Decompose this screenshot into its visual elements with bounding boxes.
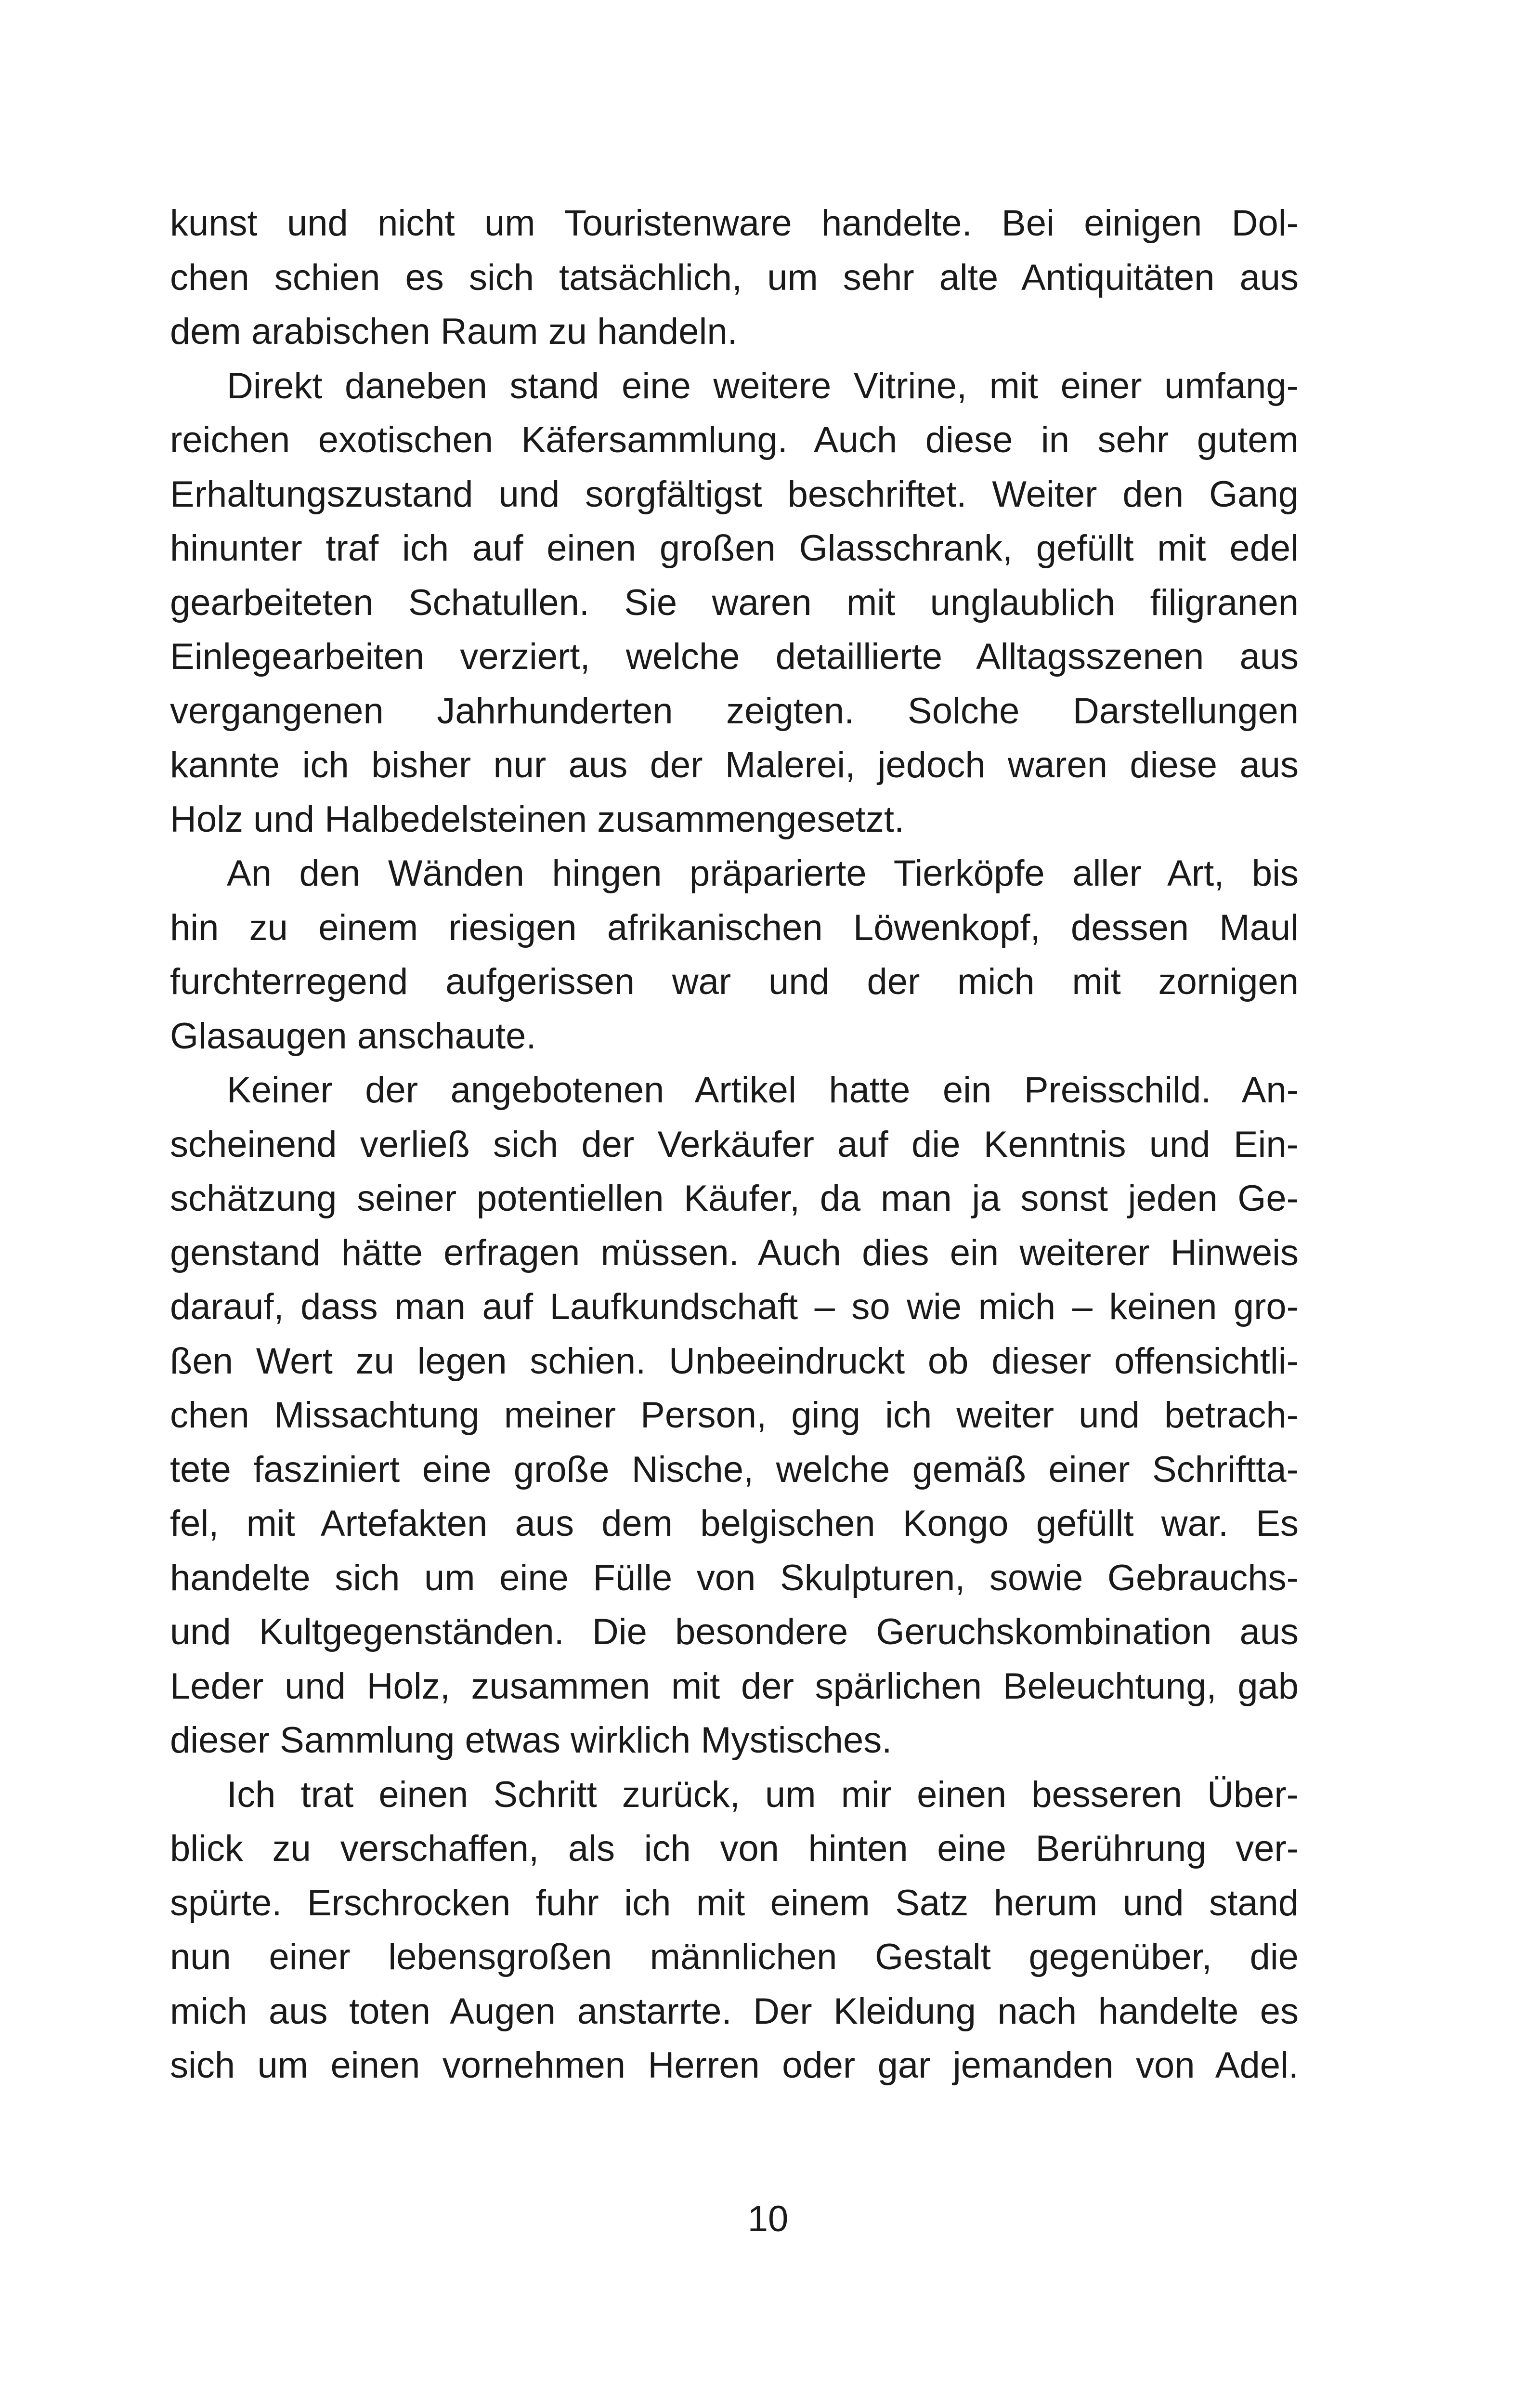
text-line: darauf, dass man auf Laufkundschaft – so wie mich – keinen gro- [170,1286,1299,1327]
text-line: vergangenen Jahrhunderten zeigten. Solche Darstellungen [170,690,1299,732]
text-line: mich aus toten Augen anstarrte. Der Kleidung nach handelte es [170,1990,1299,2032]
text-line: hinunter traf ich auf einen großen Glasschrank, gefüllt mit edel [170,528,1299,569]
text-line: Einlegearbeiten verziert, welche detaillierte Alltagsszenen aus [170,636,1299,677]
text-line: tete fasziniert eine große Nische, welche gemäß einer Schriftta- [170,1449,1299,1490]
text-line: Keiner der angebotenen Artikel hatte ein Preisschild. An- [227,1070,1299,1111]
text-line: ßen Wert zu legen schien. Unbeeindruckt ob dieser offensichtli- [170,1340,1299,1382]
text-line: scheinend verließ sich der Verkäufer auf die Kenntnis und Ein- [170,1124,1299,1165]
text-line: blick zu verschaffen, als ich von hinten eine Berührung ver- [170,1828,1299,1869]
text-line: genstand hätte erfragen müssen. Auch dies ein weiterer Hinweis [170,1232,1299,1273]
text-line: dem arabischen Raum zu handeln. [170,311,738,352]
text-line: hin zu einem riesigen afrikanischen Löwenkopf, dessen Maul [170,907,1299,948]
text-line: reichen exotischen Käfersammlung. Auch diese in sehr gutem [170,419,1299,460]
text-line: schätzung seiner potentiellen Käufer, da man ja sonst jeden Ge- [170,1178,1299,1219]
text-line: Erhaltungszustand und sorgfältigst beschriftet. Weiter den Gang [170,473,1299,515]
text-line: kannte ich bisher nur aus der Malerei, jedoch waren diese aus [170,745,1299,785]
text-line: An den Wänden hingen präparierte Tierköpfe aller Art, bis [227,853,1299,894]
text-line: dieser Sammlung etwas wirklich Mystisches. [170,1720,892,1761]
text-line: spürte. Erschrocken fuhr ich mit einem Satz herum und stand [170,1882,1299,1924]
text-line: chen Missachtung meiner Person, ging ich weiter und betrach- [170,1395,1299,1436]
text-line: Holz und Halbedelsteinen zusammengesetzt. [170,798,905,840]
text-line: chen schien es sich tatsächlich, um sehr alte Antiquitäten aus [170,257,1299,298]
text-line: nun einer lebensgroßen männlichen Gestalt gegenüber, die [170,1937,1299,1977]
body-text [170,196,1299,2093]
text-line: sich um einen vornehmen Herren oder gar jemanden von Adel. [170,2045,1299,2086]
text-line: fel, mit Artefakten aus dem belgischen Kongo gefüllt war. Es [170,1503,1299,1544]
text-line: Ich trat einen Schritt zurück, um mir einen besseren Über- [227,1774,1299,1815]
text-line: Glasaugen anschaute. [170,1015,536,1057]
text-line: und Kultgegenständen. Die besondere Geruchskombination aus [170,1611,1299,1652]
text-line: gearbeiteten Schatullen. Sie waren mit unglaublich filigranen [170,582,1299,623]
text-line: Leder und Holz, zusammen mit der spärlichen Beleuchtung, gab [170,1665,1299,1707]
text-line: Direkt daneben stand eine weitere Vitrine, mit einer umfang- [227,365,1299,406]
text-line: kunst und nicht um Touristenware handelte. Bei einigen Dol- [170,203,1299,244]
text-line: furchterregend aufgerissen war und der mich mit zornigen [170,961,1299,1002]
page-number: 10 [747,2199,789,2239]
text-line: handelte sich um eine Fülle von Skulpturen, sowie Gebrauchs- [170,1557,1299,1598]
